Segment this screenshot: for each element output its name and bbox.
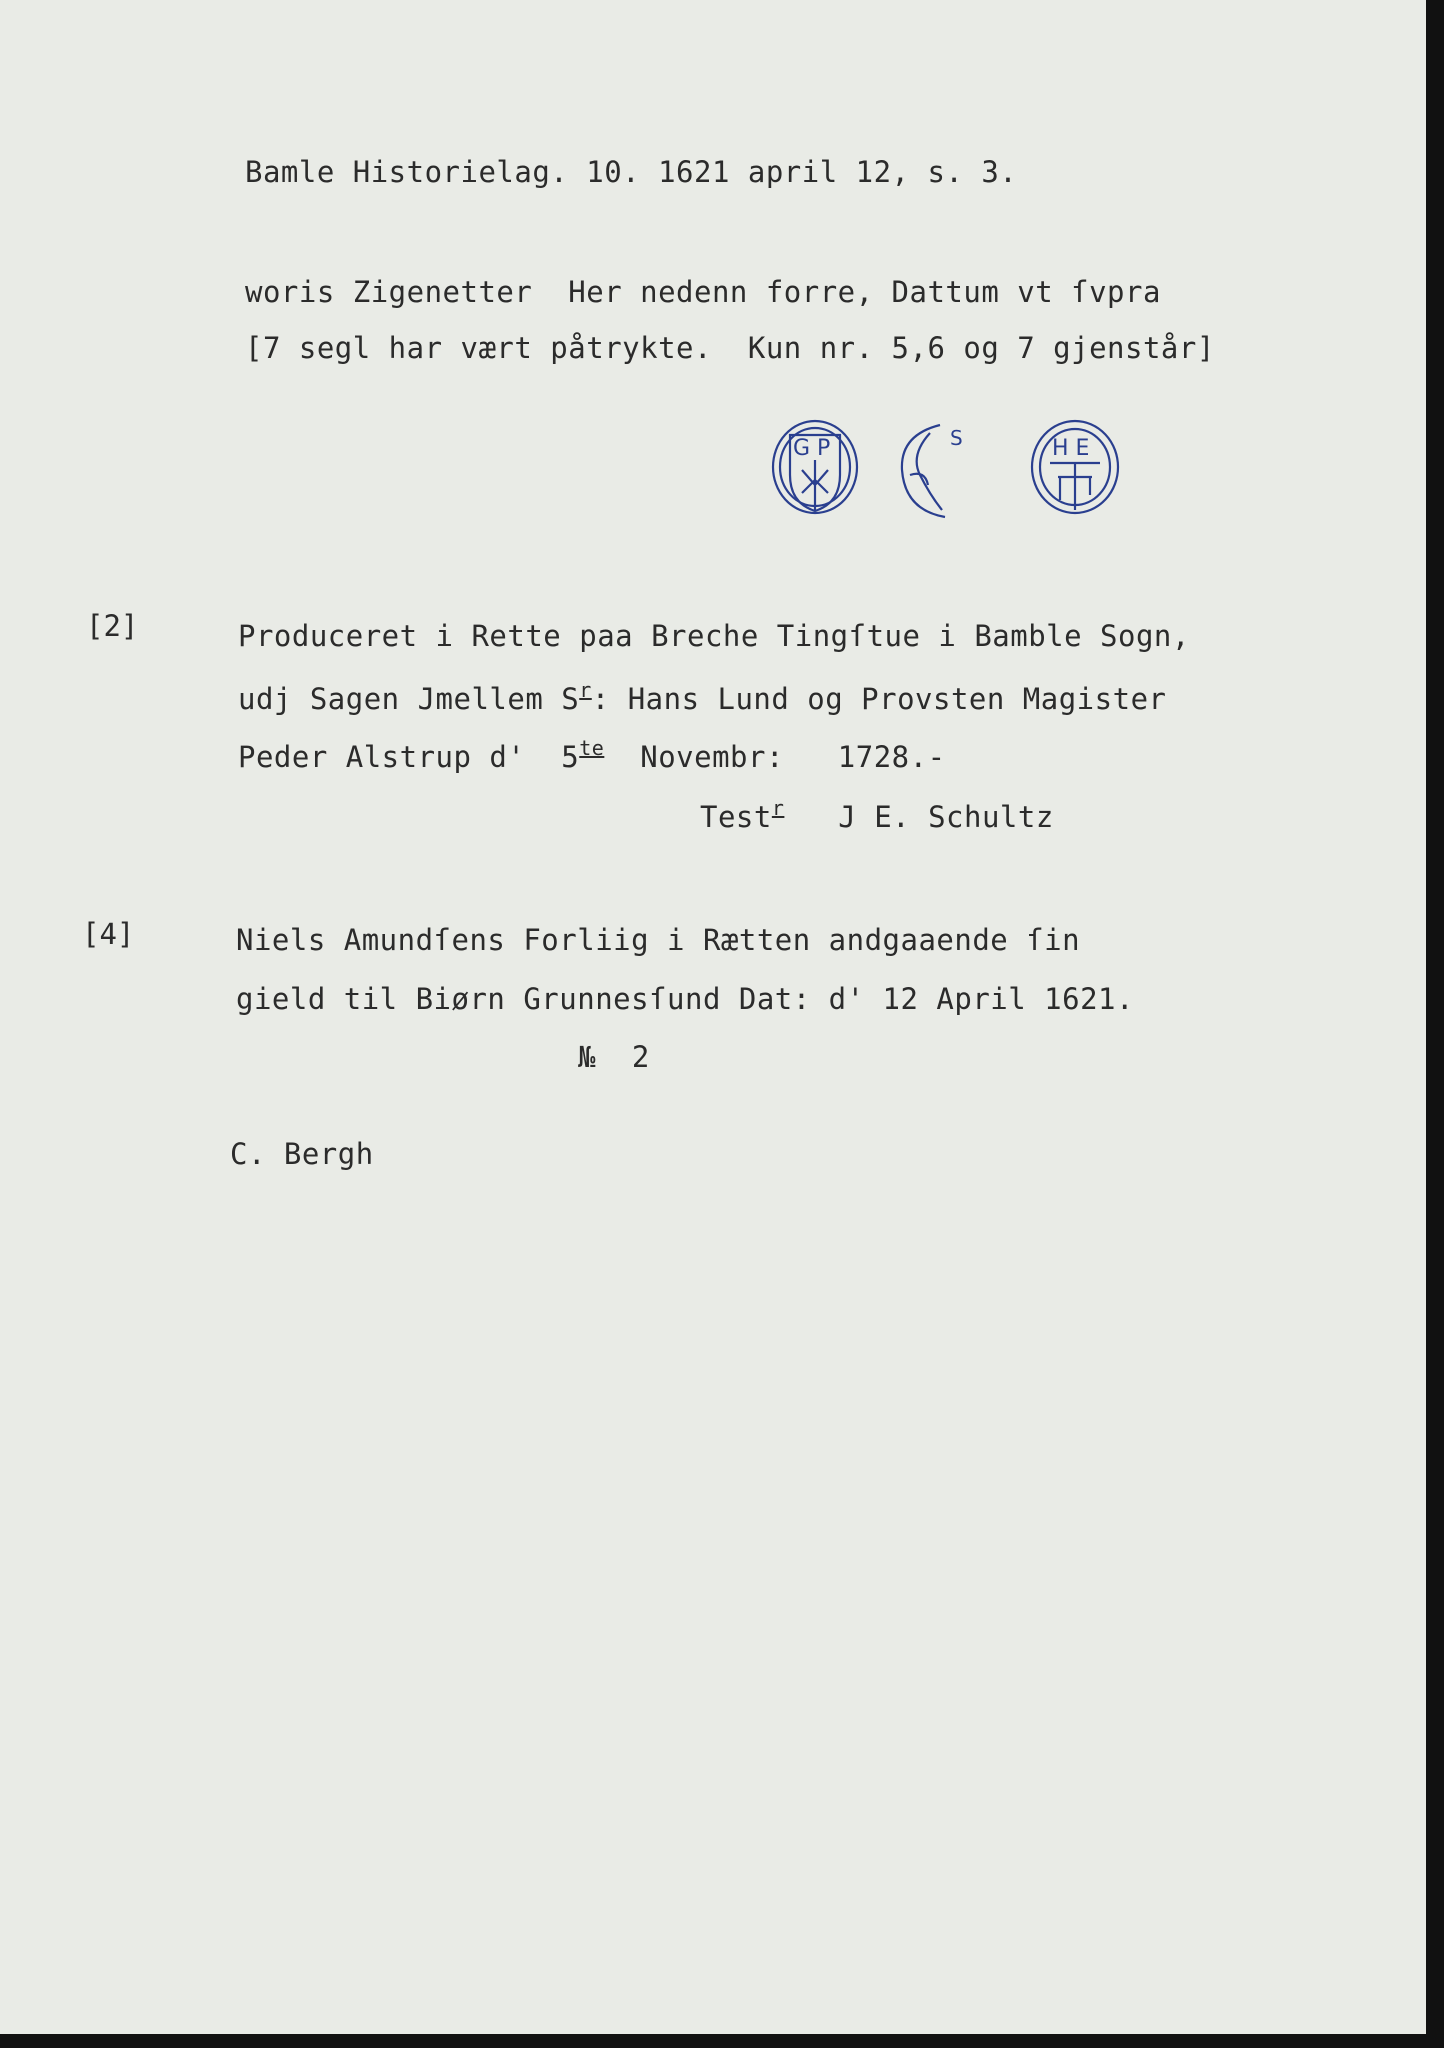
- seal-5-icon: [773, 421, 857, 513]
- section-2-line-2: udj Sagen Jmellem $S^r$: Hans Lund og Provsten Magister: [238, 678, 1167, 716]
- body-line-2: [7 segl har vært påtrykte. Kun nr. 5,6 og 7 gjenstår]: [245, 331, 1215, 365]
- svg-text:H E: H E: [1052, 436, 1090, 461]
- scan-edge-bottom: [0, 2034, 1444, 2048]
- section-4-number: № 2: [578, 1040, 650, 1074]
- seal-impressions: [760, 415, 1140, 535]
- seal-6-icon: [902, 425, 963, 517]
- section-4-marker: [4]: [82, 917, 135, 951]
- section-4-line-2: gield til Biørn Grunnesſund Dat: d' 12 April 1621.: [236, 982, 1134, 1016]
- document-header: Bamle Historielag. 10. 1621 april 12, s. 3.: [245, 155, 1018, 189]
- seal-7-icon: [1032, 421, 1118, 513]
- section-2-line-1: Produceret i Rette paa Breche Tingſtue i Bamble Sogn,: [238, 619, 1190, 653]
- section-2-line-4: Test$^r$ J E. Schultz: [700, 796, 1054, 834]
- body-line-1: woris Zigenetter Her nedenn forre, Dattum vt ſvpra: [245, 275, 1161, 309]
- svg-text:G P: G P: [793, 436, 831, 461]
- scan-edge-right: [1426, 0, 1444, 2048]
- seal-drawings: [760, 415, 1140, 535]
- svg-text:S: S: [950, 426, 963, 450]
- section-4-line-1: Niels Amundſens Forliig i Rætten andgaaende ſin: [236, 923, 1081, 957]
- section-2-line-3: Peder Alstrup d' $5^{te}$ Novembr: 1728.-: [238, 736, 946, 774]
- section-2-marker: [2]: [86, 609, 139, 643]
- signature: C. Bergh: [230, 1137, 374, 1171]
